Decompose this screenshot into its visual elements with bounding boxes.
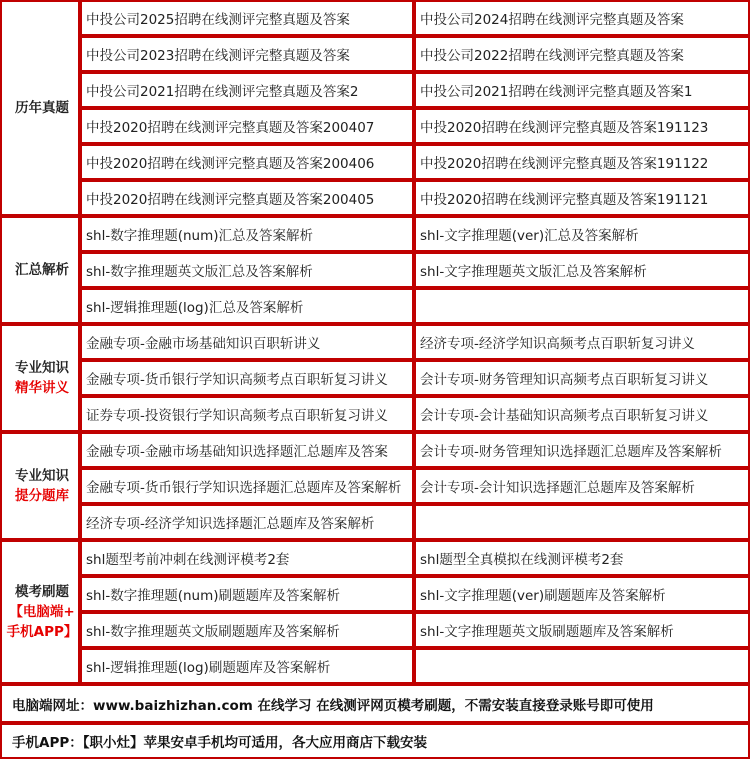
- footer-app-line: 手机APP：【职小灶】苹果安卓手机均可适用，各大应用商店下载安装: [0, 723, 750, 759]
- category-label-line: 专业知识: [15, 468, 69, 484]
- table-row: [0, 360, 750, 396]
- resource-link[interactable]: shl-逻辑推理题(log)刷题题库及答案解析: [80, 648, 414, 684]
- table-row: [0, 288, 750, 324]
- resource-link[interactable]: 中投公司2022招聘在线测评完整真题及答案: [414, 36, 750, 72]
- footer-website-line: 电脑端网址：www.baizhizhan.com 在线学习 在线测评网页模考刷题，不需安装直接登录账号即可使用: [0, 684, 750, 723]
- resource-link[interactable]: 会计专项-财务管理知识高频考点百职斩复习讲义: [414, 360, 750, 396]
- resource-link[interactable]: 金融专项-货币银行学知识选择题汇总题库及答案解析: [80, 468, 414, 504]
- resource-link[interactable]: 会计专项-会计知识选择题汇总题库及答案解析: [414, 468, 750, 504]
- resource-link[interactable]: 中投2020招聘在线测评完整真题及答案200406: [80, 144, 414, 180]
- empty-cell: [414, 648, 750, 684]
- resource-link[interactable]: shl-文字推理题英文版刷题题库及答案解析: [414, 612, 750, 648]
- table-row: [0, 144, 750, 180]
- category-label: [0, 432, 80, 540]
- resource-link[interactable]: 中投公司2023招聘在线测评完整真题及答案: [80, 36, 414, 72]
- table-row: [0, 396, 750, 432]
- resource-link[interactable]: 会计专项-财务管理知识选择题汇总题库及答案解析: [414, 432, 750, 468]
- category-label: [0, 540, 80, 684]
- resource-link[interactable]: 金融专项-货币银行学知识高频考点百职斩复习讲义: [80, 360, 414, 396]
- category-label-line: 手机APP】: [6, 624, 78, 640]
- resource-link[interactable]: 中投2020招聘在线测评完整真题及答案191121: [414, 180, 750, 216]
- table-row: [0, 576, 750, 612]
- category-label-line: 【电脑端+: [9, 604, 75, 620]
- resource-link[interactable]: shl题型全真模拟在线测评模考2套: [414, 540, 750, 576]
- category-label-line: 汇总解析: [15, 262, 69, 278]
- resource-link[interactable]: shl-数字推理题(num)汇总及答案解析: [80, 216, 414, 252]
- table-row: [0, 648, 750, 684]
- category-label: [0, 324, 80, 432]
- empty-cell: [414, 288, 750, 324]
- table-row: [0, 0, 750, 36]
- table-row: [0, 108, 750, 144]
- resource-link[interactable]: 中投2020招聘在线测评完整真题及答案191123: [414, 108, 750, 144]
- resource-link[interactable]: 中投公司2024招聘在线测评完整真题及答案: [414, 0, 750, 36]
- resource-link[interactable]: shl-文字推理题(ver)刷题题库及答案解析: [414, 576, 750, 612]
- resource-link[interactable]: shl-文字推理题英文版汇总及答案解析: [414, 252, 750, 288]
- table-row: [0, 324, 750, 360]
- resource-link[interactable]: shl-数字推理题英文版汇总及答案解析: [80, 252, 414, 288]
- resource-link[interactable]: 中投2020招聘在线测评完整真题及答案191122: [414, 144, 750, 180]
- resource-link[interactable]: 经济专项-经济学知识选择题汇总题库及答案解析: [80, 504, 414, 540]
- resource-link[interactable]: 金融专项-金融市场基础知识百职斩讲义: [80, 324, 414, 360]
- resource-link[interactable]: 中投2020招聘在线测评完整真题及答案200405: [80, 180, 414, 216]
- category-label-line: 专业知识: [15, 360, 69, 376]
- empty-cell: [414, 504, 750, 540]
- resource-link[interactable]: 中投公司2021招聘在线测评完整真题及答案1: [414, 72, 750, 108]
- resource-link[interactable]: shl-文字推理题(ver)汇总及答案解析: [414, 216, 750, 252]
- table-row: [0, 252, 750, 288]
- resource-link[interactable]: shl-数字推理题(num)刷题题库及答案解析: [80, 576, 414, 612]
- category-label-line: 精华讲义: [15, 380, 69, 396]
- category-label: [0, 0, 80, 216]
- resource-link[interactable]: 经济专项-经济学知识高频考点百职斩复习讲义: [414, 324, 750, 360]
- table-row: [0, 216, 750, 252]
- resource-link[interactable]: 中投公司2025招聘在线测评完整真题及答案: [80, 0, 414, 36]
- category-label-line: 提分题库: [15, 488, 69, 504]
- resource-link[interactable]: 金融专项-金融市场基础知识选择题汇总题库及答案: [80, 432, 414, 468]
- category-label-line: 历年真题: [15, 100, 69, 116]
- table-row: [0, 468, 750, 504]
- resource-link[interactable]: shl-数字推理题英文版刷题题库及答案解析: [80, 612, 414, 648]
- table-row: [0, 72, 750, 108]
- resource-link[interactable]: 中投公司2021招聘在线测评完整真题及答案2: [80, 72, 414, 108]
- category-label-line: 模考刷题: [15, 584, 69, 600]
- table-row: [0, 612, 750, 648]
- resource-link[interactable]: 会计专项-会计基础知识高频考点百职斩复习讲义: [414, 396, 750, 432]
- table-row: [0, 180, 750, 216]
- table-row: [0, 540, 750, 576]
- table-row: [0, 504, 750, 540]
- table-row: [0, 432, 750, 468]
- resource-link[interactable]: 中投2020招聘在线测评完整真题及答案200407: [80, 108, 414, 144]
- category-label: [0, 216, 80, 324]
- resource-link[interactable]: shl-逻辑推理题(log)汇总及答案解析: [80, 288, 414, 324]
- resource-link[interactable]: shl题型考前冲刺在线测评模考2套: [80, 540, 414, 576]
- resource-link[interactable]: 证券专项-投资银行学知识高频考点百职斩复习讲义: [80, 396, 414, 432]
- table-row: [0, 36, 750, 72]
